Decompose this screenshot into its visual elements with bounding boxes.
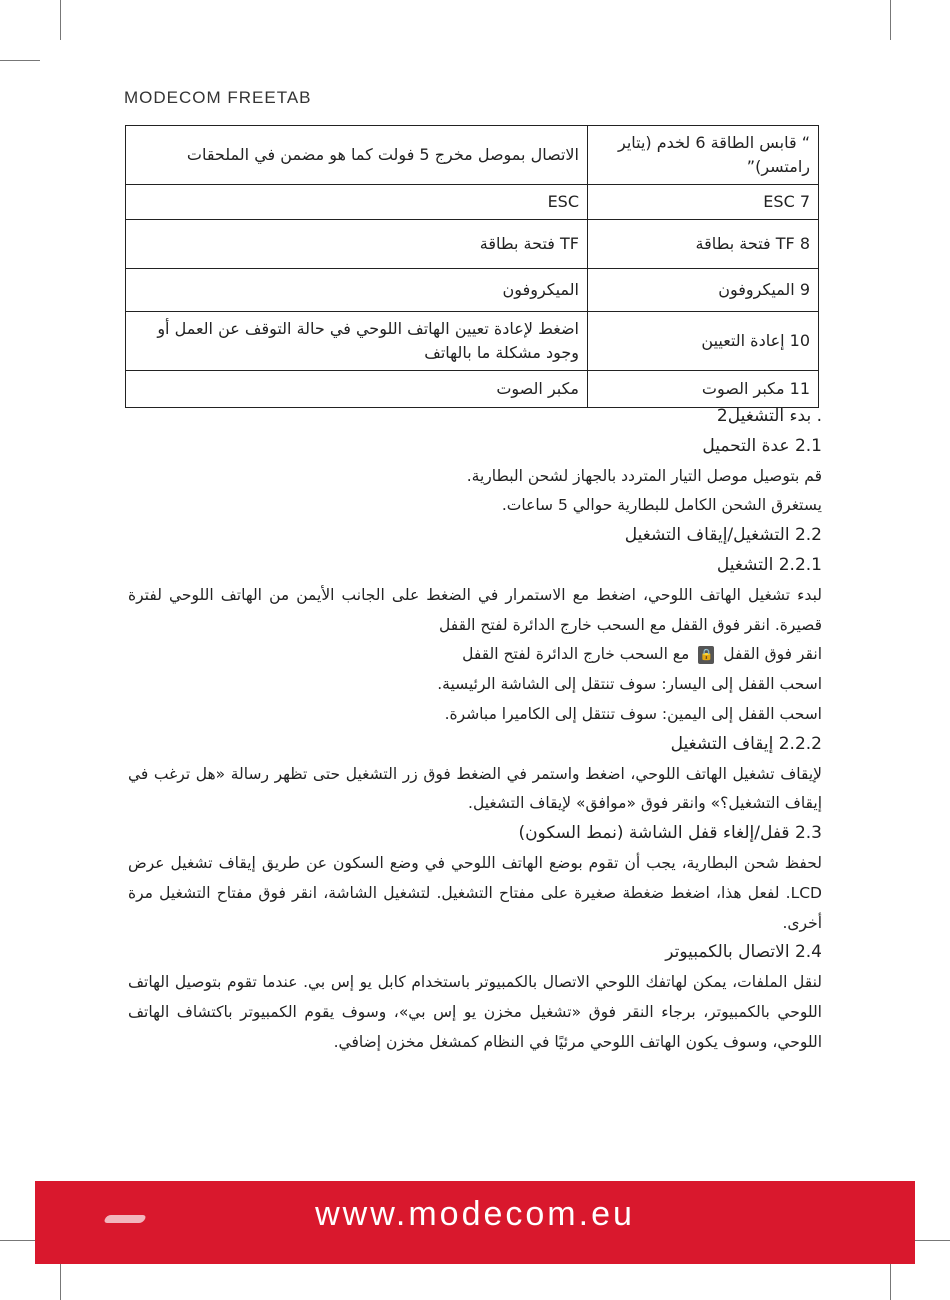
lock-icon: 🔒 — [698, 646, 714, 664]
paragraph-unlock — [128, 640, 822, 670]
crop-mark — [0, 60, 40, 61]
crop-mark — [60, 1262, 61, 1300]
table-row — [126, 220, 819, 269]
paragraph-swipe-right: اسحب القفل إلى اليمين: سوف تنتقل إلى الكاميرا مباشرة. — [444, 704, 822, 723]
table-row — [126, 269, 819, 312]
table-cell-description: الميكروفون — [126, 269, 588, 312]
paragraph-power-off: لإيقاف تشغيل الهاتف اللوحي، اضغط واستمر في الضغط فوق زر التشغيل حتى تظهر رسالة «هل ترغب في إيقاف التشغيل؟» وانقر فوق «موافق» لإيقاف التشغيل. — [128, 764, 822, 813]
table-cell-description: ESC — [126, 185, 588, 220]
page-header-brand: MODECOM FREETAB — [124, 88, 312, 107]
section-heading-2-2-1: 2.2.1 التشغيل — [716, 554, 822, 575]
table-cell-item: 10 إعادة التعيين — [588, 312, 819, 371]
section-heading-2-1: 2.1 عدة التحميل — [702, 435, 822, 456]
crop-mark — [890, 1262, 891, 1300]
table-cell-description: TF فتحة بطاقة — [126, 220, 588, 269]
table-cell-description: الاتصال بموصل مخرج 5 فولت كما هو مضمن في الملحقات — [126, 126, 588, 185]
crop-mark — [890, 0, 891, 40]
table-cell-description: اضغط لإعادة تعيين الهاتف اللوحي في حالة التوقف عن العمل أو وجود مشكلة ما بالهاتف — [126, 312, 588, 371]
section-heading-2-3: 2.3 قفل/إلغاء قفل الشاشة (نمط السكون) — [518, 823, 822, 844]
paragraph-charge-time: يستغرق الشحن الكامل للبطارية حوالي 5 ساعات. — [501, 496, 822, 515]
section-heading-2-2-2: 2.2.2 إيقاف التشغيل — [670, 733, 822, 754]
table-cell-description: مكبر الصوت — [126, 371, 588, 408]
crop-mark — [60, 0, 61, 40]
unlock-text-b: مع السحب خارج الدائرة لفتح القفل — [462, 645, 690, 664]
paragraph-swipe-left: اسحب القفل إلى اليسار: سوف تنتقل إلى الشاشة الرئيسية. — [437, 675, 822, 694]
table-row — [126, 185, 819, 220]
table-row — [126, 126, 819, 185]
footer-url[interactable]: www.modecom.eu — [315, 1195, 635, 1233]
table-cell-item: ESC 7 — [588, 185, 819, 220]
paragraph-power-on: لبدء تشغيل الهاتف اللوحي، اضغط مع الاستمرار في الضغط على الجانب الأيمن من الهاتف اللوحي لفترة قصيرة. انقر فوق القفل مع السحب خارج الدائرة لفتح القفل — [128, 585, 822, 634]
section-heading-2: . بدء التشغيل2 — [716, 406, 822, 426]
paragraph-pc-connection: لنقل الملفات، يمكن لهاتفك اللوحي الاتصال بالكمبيوتر باستخدام كابل يو إس بي. عندما تقوم بتوصيل الهاتف اللوحي بالكمبيوتر، برجاء النقر فوق «تشغيل مخزن يو إس بي»، وسوف يقوم الكمبيوتر باكتشاف الهاتف اللوحي، وسوف يكون الهاتف اللوحي مرئيًا في النظام كمشغل مخزن إضافي. — [128, 973, 822, 1051]
section-heading-2-2: 2.2 التشغيل/إيقاف التشغيل — [624, 525, 822, 546]
footer-banner — [35, 1181, 915, 1264]
paragraph-sleep: لحفظ شحن البطارية، يجب أن تقوم بوضع الهاتف اللوحي في وضع السكون عن طريق إيقاف تشغيل عرض LCD. لفعل هذا، اضغط ضغطة صغيرة على مفتاح التشغيل. لتشغيل الشاشة، انقر فوق مفتاح التشغيل مرة أخرى. — [128, 853, 822, 932]
crop-mark — [910, 1240, 950, 1241]
crop-mark — [0, 1240, 40, 1241]
table-cell-item: 11 مكبر الصوت — [588, 371, 819, 408]
table-cell-item: 9 الميكروفون — [588, 269, 819, 312]
unlock-text-a: انقر فوق القفل — [723, 645, 822, 664]
table-cell-item: “ قابس الطاقة 6 لخدم (يتاير رامتسر)” — [588, 126, 819, 185]
spec-table — [125, 125, 819, 408]
section-heading-2-4: 2.4 الاتصال بالكمبيوتر — [665, 942, 822, 963]
manual-body — [128, 402, 822, 1058]
table-row — [126, 312, 819, 371]
table-cell-item: TF 8 فتحة بطاقة — [588, 220, 819, 269]
paragraph-charging: قم بتوصيل موصل التيار المتردد بالجهاز لشحن البطارية. — [466, 466, 822, 485]
